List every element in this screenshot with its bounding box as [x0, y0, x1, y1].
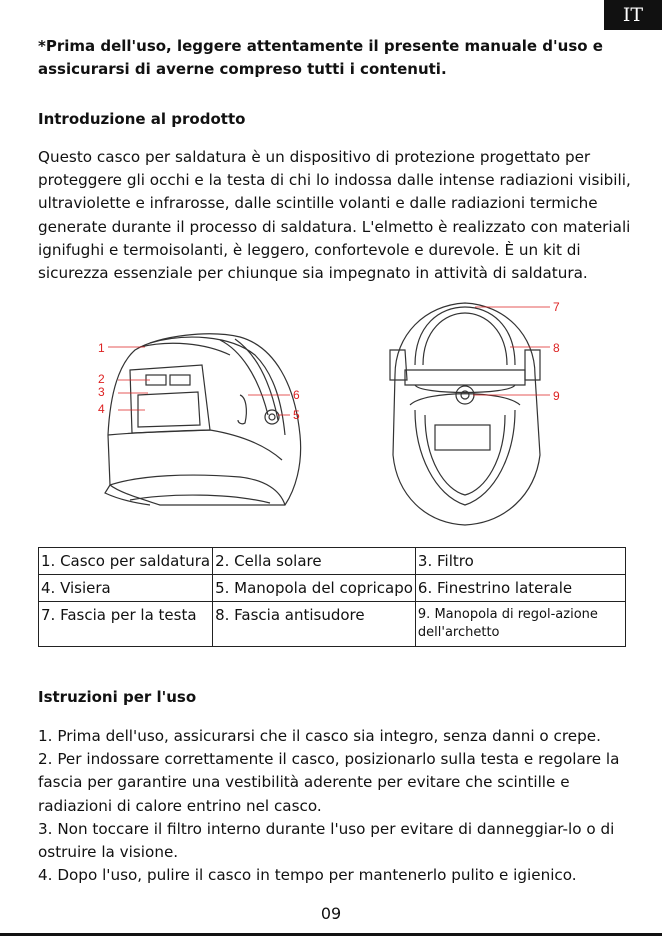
table-cell: 1. Casco per saldatura [39, 548, 213, 575]
helmet-rear-diagram [385, 295, 575, 530]
callout-7: 7 [553, 300, 560, 314]
table-cell: 5. Manopola del copricapo [213, 575, 416, 602]
callout-1: 1 [98, 341, 105, 355]
list-item: 3. Non toccare il filtro interno durante l'uso per evitare di danneggiar-lo o di ostruire la visione. [38, 819, 615, 862]
table-row [39, 602, 626, 647]
table-cell: 9. Manopola di regol-azione dell'archetto [415, 602, 625, 647]
table-cell: 2. Cella solare [213, 548, 416, 575]
helmet-front-diagram [90, 325, 315, 535]
table-cell: 7. Fascia per la testa [39, 602, 213, 647]
table-cell: 8. Fascia antisudore [213, 602, 416, 647]
table-cell: 3. Filtro [415, 548, 625, 575]
usage-heading: Istruzioni per l'uso [38, 688, 197, 706]
intro-paragraph: Questo casco per saldatura è un dispositivo di protezione progettato per proteggere gli occhi e la testa di chi lo indossa dalle intense radiazioni visibili, ultraviolette e infrarosse, dalle scintille volanti e dalle radiazioni termiche generate durante il processo di saldatura. L'elmetto è realizzato con materiali ignifughi e termoisolanti, è leggero, confortevole e durevole. È un kit di sicurezza essenziale per chiunque sia impegnato in attività di saldatura. [38, 148, 631, 283]
callout-8: 8 [553, 341, 560, 355]
callout-3: 3 [98, 385, 105, 399]
list-item: 4. Dopo l'uso, pulire il casco in tempo per mantenerlo pulito e igienico. [38, 866, 577, 885]
warning-notice: *Prima dell'uso, leggere attentamente il presente manuale d'uso e assicurarsi di averne compreso tutti i contenuti. [38, 37, 603, 78]
language-tab: IT [604, 0, 662, 30]
usage-list [38, 725, 634, 887]
callout-6: 6 [293, 388, 300, 402]
list-item: 1. Prima dell'uso, assicurarsi che il casco sia integro, senza danni o crepe. [38, 727, 601, 745]
callout-5: 5 [293, 408, 300, 422]
table-cell: 4. Visiera [39, 575, 213, 602]
callout-2: 2 [98, 372, 105, 386]
table-cell: 6. Finestrino laterale [415, 575, 625, 602]
table-row [39, 575, 626, 602]
table-row [39, 548, 626, 575]
list-item: 2. Per indossare correttamente il casco, posizionarlo sulla testa e regolare la fascia per garantire una vestibilità aderente per evitare che scintille e radiazioni di calore entrino nel casco. [38, 750, 620, 815]
callout-4: 4 [98, 402, 105, 416]
page-number: 09 [320, 904, 342, 923]
parts-table [38, 547, 626, 647]
callout-9: 9 [553, 389, 560, 403]
intro-heading: Introduzione al prodotto [38, 110, 246, 128]
